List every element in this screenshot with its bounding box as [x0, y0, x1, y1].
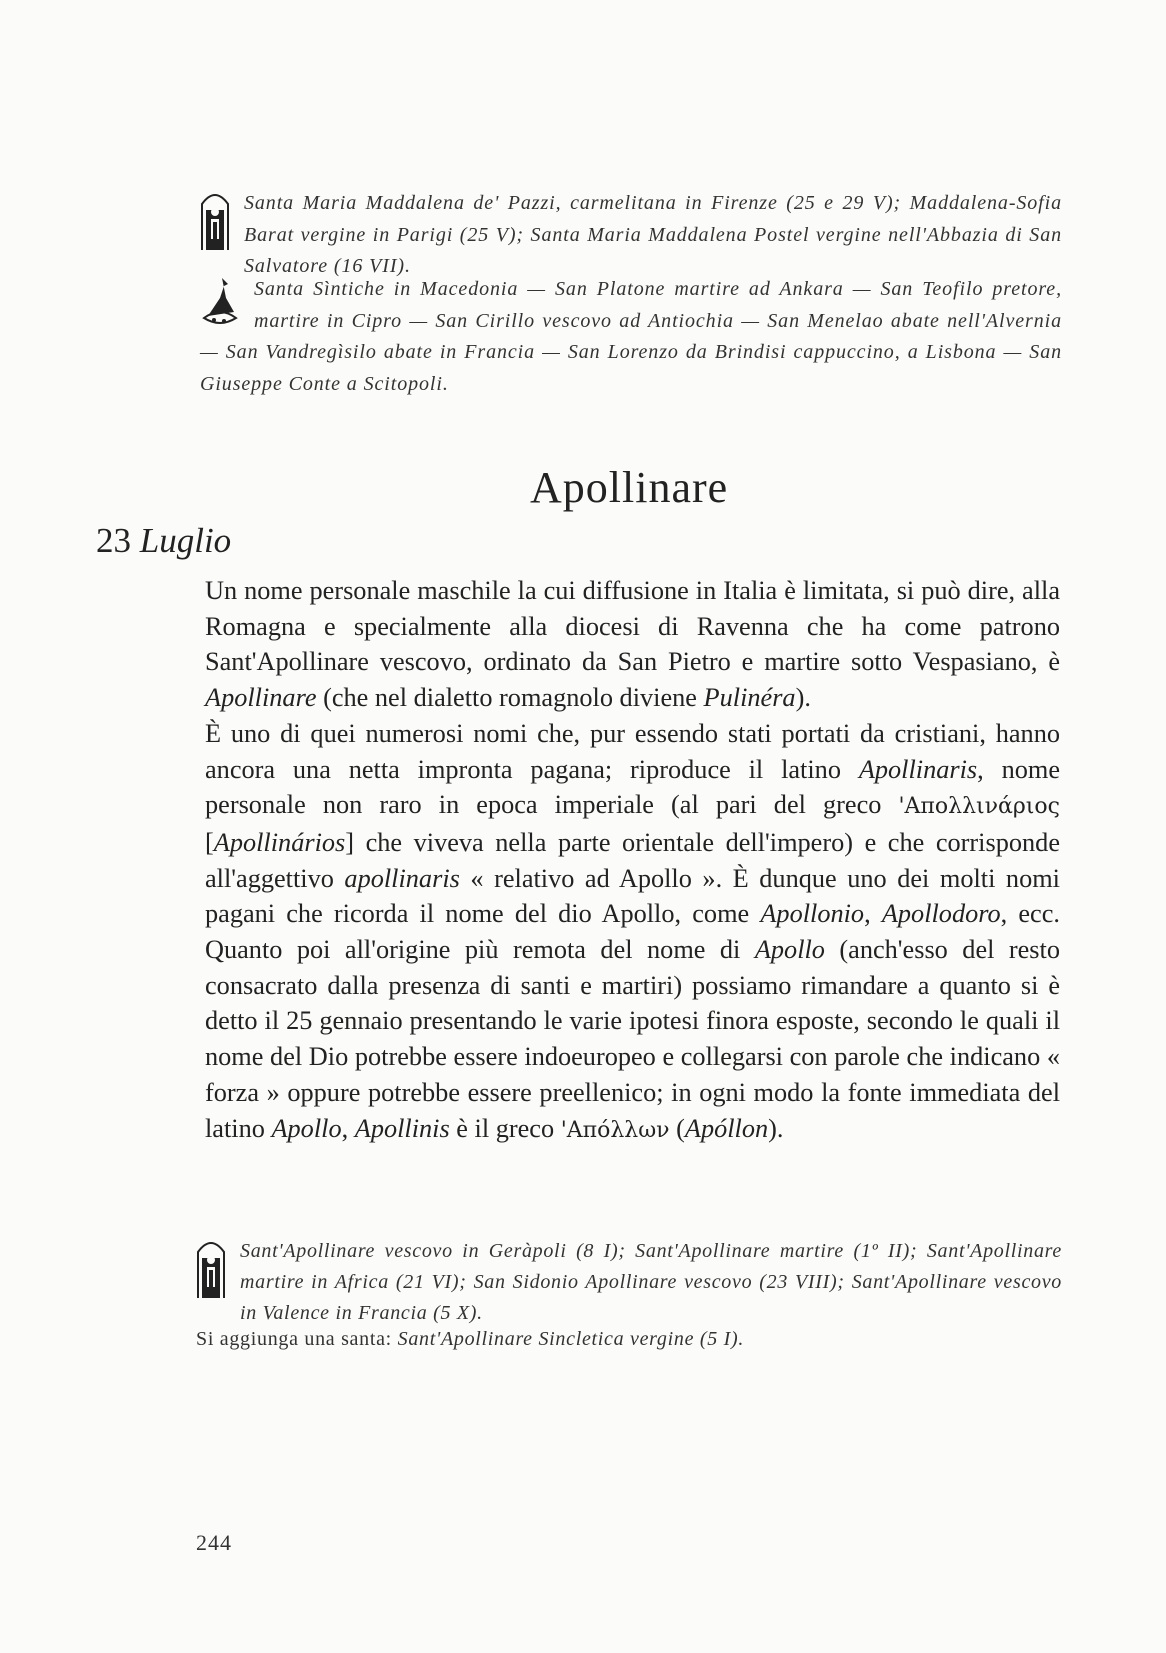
saints-list-martyrs — [200, 274, 1062, 400]
saint-figure-icon — [196, 1240, 226, 1300]
page-number: 244 — [196, 1530, 232, 1555]
paragraph-2: È uno di quei numerosi nomi che, pur essendo stati portati da cristiani, hanno ancora una netta impronta pagana; riproduce il latino Apollinaris, nome personale non raro in epoca imperiale (al pari del greco 'Απολλινάριος [Apollinários] che viveva nella parte orientale dell'impero) e che corrisponde all'aggettivo apollinaris « relativo ad Apollo ». È dunque uno dei molti nomi pagani che ricorda il nome del dio Apollo, come Apollonio, Apollodoro, ecc. Quanto poi all'origine più remota del nome di Apollo (anch'esso del resto consacrato dalla presenza di santi e martiri) possiamo rimandare a quanto si è detto il 25 gennaio presentando le varie ipotesi finora esposte, secondo le quali il nome del Dio potrebbe essere indoeuropeo e collegarsi con parole che indicano « forza » oppure potrebbe essere preellenico; in ogni modo la fonte immediata del latino Apollo, Apollinis è il greco 'Απόλλων (Apóllon). — [205, 718, 1061, 1143]
saints-addendum: Si aggiunga una santa: Sant'Apollinare Sincletica vergine (5 I). — [196, 1328, 745, 1350]
saints-group-3: Sant'Apollinare vescovo in Geràpoli (8 I); Sant'Apollinare martire (1º II); Sant'Apollinare martire in Africa (21 VI); San Sidonio Apollinare vescovo (23 VIII); Sant'Apollinare vescovo in Valence in Francia (5 X). — [240, 1240, 1062, 1324]
page-title: Apollinare — [530, 463, 729, 512]
saints-list-top — [200, 188, 1062, 283]
saint-figure-icon — [200, 192, 230, 252]
entry-body — [205, 573, 1060, 1148]
date-day: 23 — [96, 521, 131, 560]
eagle-emblem-icon — [200, 276, 240, 328]
saints-list-bottom — [196, 1236, 1062, 1329]
date-month: Luglio — [139, 521, 232, 560]
saints-group-1: Santa Maria Maddalena de' Pazzi, carmelitana in Firenze (25 e 29 V); Maddalena-Sofia Barat vergine in Parigi (25 V); Santa Maria Maddalena Postel vergine nell'Abbazia di San Salvatore (16 VII). — [244, 192, 1062, 277]
saints-group-2: Santa Sìntiche in Macedonia — San Platone martire ad Ankara — San Teofilo pretore, martire in Cipro — San Cirillo vescovo ad Antiochia — San Menelao abate nell'Alvernia — San Vandregìsilo abate in Francia — San Lorenzo da Brindisi cappuccino, a Lisbona — San Giuseppe Conte a Scitopoli. — [200, 278, 1062, 395]
paragraph-1: Un nome personale maschile la cui diffusione in Italia è limitata, si può dire, alla Romagna e specialmente alla diocesi di Ravenna che ha come patrono Sant'Apollinare vescovo, ordinato da San Pietro e martire sotto Vespasiano, è Apollinare (che nel dialetto romagnolo diviene Pulinéra). — [205, 576, 1060, 713]
feast-date — [96, 521, 231, 561]
